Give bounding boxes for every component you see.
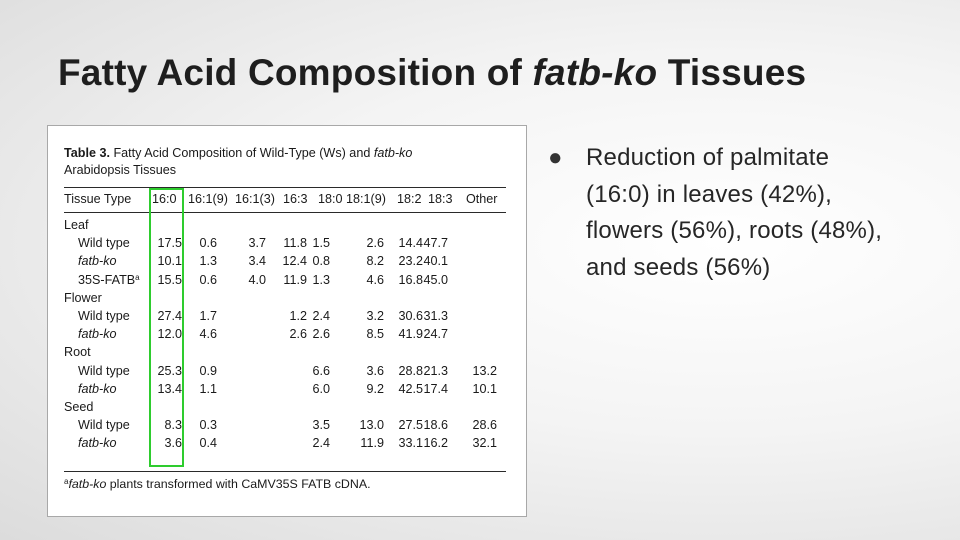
table-cell: 13.0 — [359, 418, 384, 433]
table-cell: 18.6 — [423, 418, 448, 433]
table-cell: 13.4 — [157, 381, 182, 396]
table-cell: 21.3 — [423, 363, 448, 378]
table-bottom-rule — [64, 471, 506, 472]
table-cell: 3.2 — [366, 309, 384, 323]
row-label-text: fatb-ko — [78, 381, 117, 396]
table-cell: 6.0 — [312, 381, 330, 396]
row-label — [78, 418, 130, 433]
table-cell: 11.8 — [283, 236, 307, 251]
footnote-text: plants transformed with CaMV35S FATB cDNA. — [106, 477, 371, 491]
table-cell: 6.6 — [312, 363, 330, 378]
table-cell: 9.2 — [366, 381, 384, 396]
table-cell: 8.5 — [366, 327, 384, 342]
table-cell: 1.3 — [312, 272, 330, 287]
table-cell: 3.6 — [366, 363, 384, 378]
table-cell: 12.4 — [282, 254, 307, 269]
row-label — [78, 273, 140, 288]
table-image — [47, 125, 527, 517]
table-cell: 0.3 — [199, 418, 217, 433]
row-group-label — [64, 400, 93, 415]
table-cell: 0.6 — [199, 272, 217, 287]
table-cell: 3.6 — [164, 436, 182, 451]
table-cell: 47.7 — [423, 236, 448, 251]
title-italic: fatb-ko — [532, 52, 658, 93]
table-cell: 41.9 — [398, 327, 423, 342]
row-label-text: Wild type — [78, 236, 130, 251]
table-cell: 0.9 — [199, 363, 217, 378]
table-header-rule — [64, 212, 506, 213]
row-label — [78, 364, 130, 379]
row-label-text: Root — [64, 345, 91, 360]
table-cell: 1.3 — [199, 254, 217, 269]
column-header: Other — [466, 192, 498, 206]
column-header: 16:1(3) — [235, 192, 275, 206]
bullet-item — [548, 140, 898, 286]
table-cell: 2.4 — [312, 436, 330, 451]
table-cell: 23.2 — [398, 254, 423, 269]
column-header: 18:0 — [318, 192, 343, 206]
row-label — [78, 436, 117, 451]
table-cell: 2.6 — [312, 327, 330, 342]
table-cell: 32.1 — [472, 436, 497, 451]
row-group-label — [64, 218, 89, 233]
row-label — [78, 382, 117, 397]
caption-italic: fatb-ko — [373, 146, 413, 160]
table-cell: 17.4 — [423, 381, 448, 396]
table-cell: 0.8 — [312, 254, 330, 269]
table-cell: 11.9 — [360, 436, 384, 451]
row-label-text: Wild type — [78, 418, 130, 433]
table-cell: 42.5 — [398, 381, 423, 396]
table-cell: 33.1 — [398, 436, 423, 451]
table-cell: 25.3 — [157, 363, 182, 378]
row-label-text: Seed — [64, 400, 94, 414]
bullet-list — [548, 140, 898, 286]
row-label — [78, 309, 130, 324]
bullet-text: Reduction of palmitate (16:0) in leaves (42%), flowers (56%), roots (48%), and seeds (56%) — [586, 144, 883, 281]
table-cell: 3.5 — [312, 418, 330, 433]
table-cell: 0.4 — [199, 436, 217, 451]
row-label-text: Leaf — [64, 218, 89, 232]
table-cell: 16.2 — [423, 436, 448, 451]
row-label-text: Wild type — [78, 309, 130, 323]
table-cell: 27.5 — [398, 418, 423, 433]
table-cell: 10.1 — [157, 254, 182, 269]
table-cell: 4.6 — [199, 327, 217, 342]
table-cell: 28.8 — [398, 363, 423, 378]
caption-line2: Arabidopsis Tissues — [64, 163, 176, 177]
table-cell: 17.5 — [157, 236, 182, 251]
column-header: 16:3 — [283, 192, 308, 206]
table-cell: 0.6 — [199, 236, 217, 251]
table-top-rule — [64, 187, 506, 188]
row-label-text: 35S-FATB — [78, 272, 136, 287]
row-label-text: fatb-ko — [78, 327, 117, 342]
row-label-text: Wild type — [78, 363, 130, 378]
row-label — [78, 327, 117, 342]
table-caption — [64, 145, 514, 179]
table-cell: 1.7 — [199, 309, 217, 323]
column-header: 18:3 — [428, 192, 453, 206]
table-cell: 27.4 — [157, 309, 182, 323]
table-cell: 2.6 — [289, 327, 307, 342]
caption-text: Fatty Acid Composition of Wild-Type (Ws) and — [113, 146, 371, 160]
table-footnote — [64, 477, 371, 491]
footnote-italic: fatb-ko — [68, 477, 107, 491]
column-header: 16:0 — [152, 192, 177, 206]
table-cell: 1.1 — [199, 381, 217, 396]
table-cell: 13.2 — [472, 363, 497, 378]
table-cell: 4.6 — [366, 272, 384, 287]
table-cell: 10.1 — [472, 381, 497, 396]
table-cell: 2.6 — [366, 236, 384, 251]
table-cell: 31.3 — [423, 309, 448, 323]
row-group-label — [64, 291, 102, 306]
table-cell: 14.4 — [398, 236, 423, 251]
row-group-label — [64, 345, 91, 360]
table-cell: 1.5 — [312, 236, 330, 251]
table-cell: 45.0 — [423, 272, 448, 287]
table-cell: 12.0 — [157, 327, 182, 342]
table-cell: 15.5 — [157, 272, 182, 287]
row-label-text: fatb-ko — [78, 436, 117, 451]
table-cell: 8.2 — [366, 254, 384, 269]
table-cell: 16.8 — [398, 272, 423, 287]
table-cell: 2.4 — [312, 309, 330, 323]
table-cell: 3.7 — [248, 236, 266, 251]
slide-title — [58, 52, 806, 94]
table-cell: 8.3 — [164, 418, 182, 433]
table-cell: 30.6 — [398, 309, 423, 323]
table-cell: 28.6 — [472, 418, 497, 433]
table-cell: 24.7 — [423, 327, 448, 342]
column-header: 18:2 — [397, 192, 422, 206]
footnote-sup: a — [64, 477, 69, 486]
table-cell: 1.2 — [289, 309, 307, 323]
row-label — [78, 254, 117, 269]
title-suffix: Tissues — [657, 52, 807, 93]
table-cell: 11.9 — [283, 272, 307, 287]
table-cell: 3.4 — [248, 254, 266, 269]
row-label-sup: a — [135, 272, 140, 282]
caption-label: Table 3. — [64, 146, 110, 160]
title-prefix: Fatty Acid Composition of — [58, 52, 533, 93]
row-label — [78, 236, 130, 251]
row-label-text: Flower — [64, 290, 102, 305]
bullet-dot-icon: ● — [548, 144, 563, 171]
column-header: 18:1(9) — [346, 192, 386, 206]
table-cell: 40.1 — [423, 254, 448, 269]
table-cell: 4.0 — [248, 272, 266, 287]
row-label-text: fatb-ko — [78, 254, 117, 269]
column-header: Tissue Type — [64, 192, 132, 206]
column-header: 16:1(9) — [188, 192, 228, 206]
